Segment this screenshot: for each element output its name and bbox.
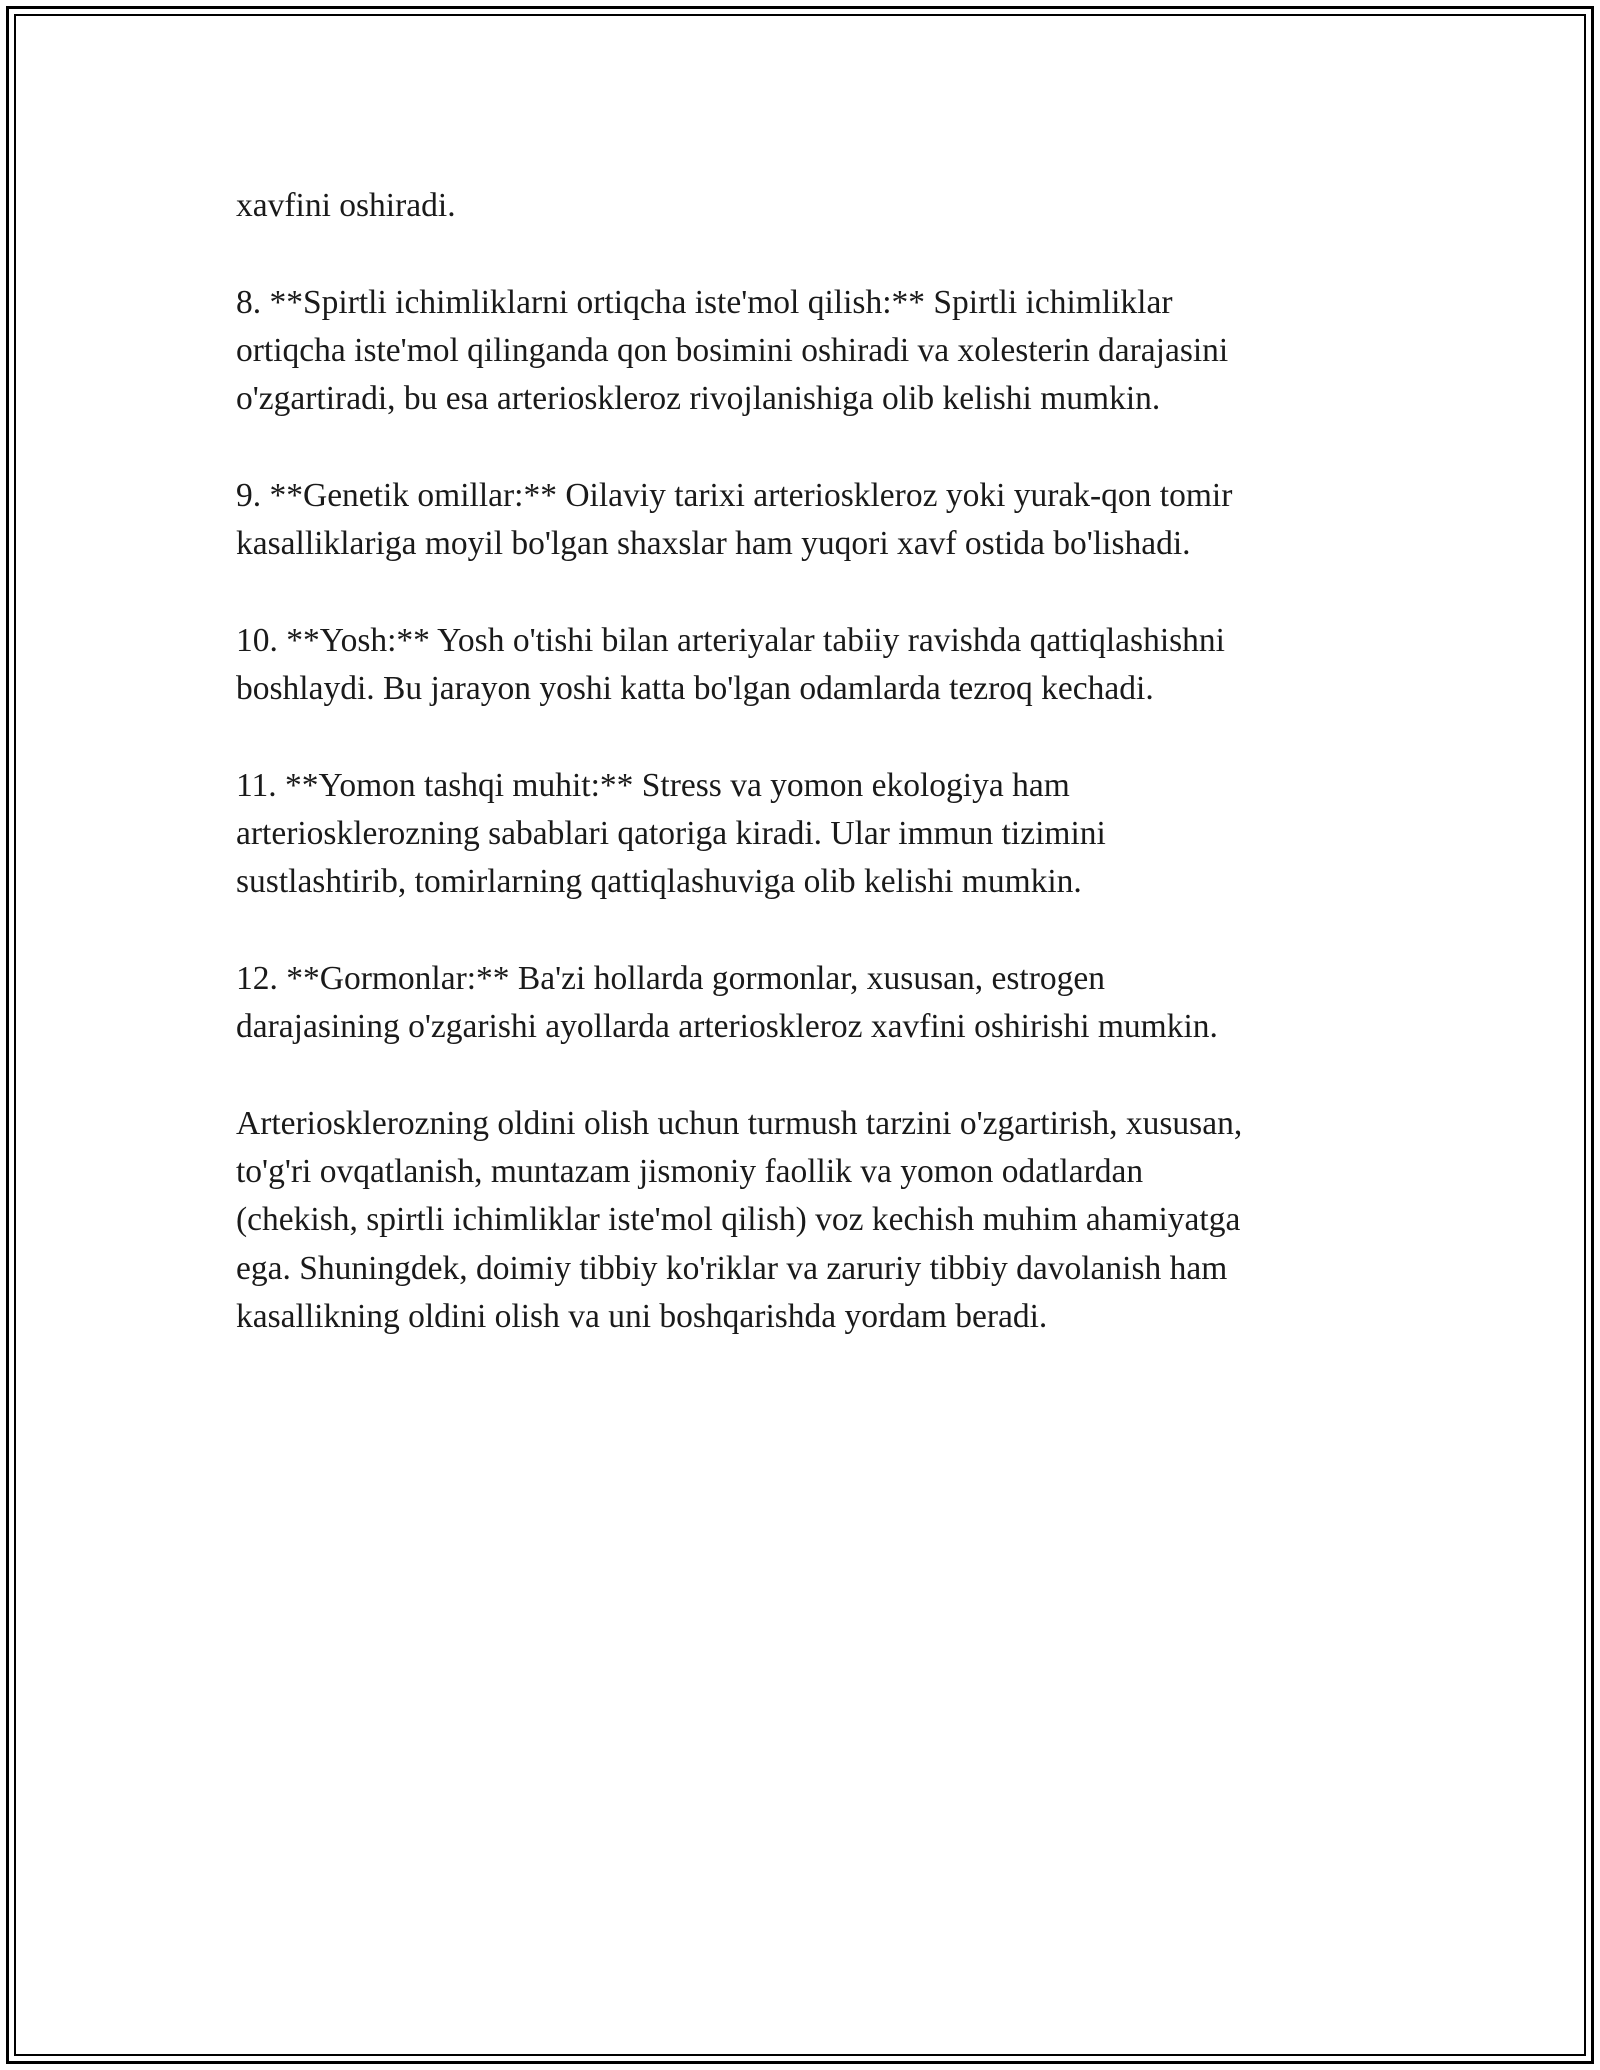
paragraph-item-11	[236, 762, 1366, 907]
text-line: boshlaydi. Bu jarayon yoshi katta bo'lgan odamlarda tezroq kechadi.	[236, 669, 1154, 707]
text-line: (chekish, spirtli ichimliklar iste'mol qilish) voz kechish muhim ahamiyatga	[236, 1201, 1241, 1239]
text-line: 8. **Spirtli ichimliklarni ortiqcha iste'mol qilish:** Spirtli ichimliklar	[236, 283, 1173, 321]
text-line: 10. **Yosh:** Yosh o'tishi bilan arteriyalar tabiiy ravishda qattiqlashishni	[236, 621, 1225, 659]
text-line: 9. **Genetik omillar:** Oilaviy tarixi arterioskleroz yoki yurak-qon tomir	[236, 476, 1233, 514]
text-line: o'zgartiradi, bu esa arterioskleroz rivojlanishiga olib kelishi mumkin.	[236, 380, 1161, 418]
paragraph-item-9	[236, 472, 1366, 569]
text-line: ortiqcha iste'mol qilinganda qon bosimini oshiradi va xolesterin darajasini	[236, 331, 1229, 369]
text-line: xavfini oshiradi.	[236, 187, 456, 224]
text-line: arteriosklerozning sabablari qatoriga kiradi. Ular immun tizimini	[236, 814, 1106, 852]
text-line: 11. **Yomon tashqi muhit:** Stress va yomon ekologiya ham	[236, 766, 1070, 804]
text-line: sustlashtirib, tomirlarning qattiqlashuviga olib kelishi mumkin.	[236, 863, 1082, 901]
document-body	[236, 182, 1366, 1389]
paragraph-conclusion	[236, 1100, 1366, 1341]
paragraph-item-12	[236, 955, 1366, 1052]
text-line: 12. **Gormonlar:** Ba'zi hollarda gormonlar, xususan, estrogen	[236, 959, 1105, 997]
text-line: ega. Shuningdek, doimiy tibbiy ko'riklar va zaruriy tibbiy davolanish ham	[236, 1249, 1228, 1287]
text-line: Arteriosklerozning oldini olish uchun turmush tarzini o'zgartirish, xususan,	[236, 1104, 1243, 1142]
text-line: darajasining o'zgarishi ayollarda arterioskleroz xavfini oshirishi mumkin.	[236, 1008, 1218, 1046]
text-line: kasalliklariga moyil bo'lgan shaxslar ham yuqori xavf ostida bo'lishadi.	[236, 525, 1191, 563]
paragraph-continuation	[236, 182, 1366, 230]
text-line: to'g'ri ovqatlanish, muntazam jismoniy faollik va yomon odatlardan	[236, 1152, 1144, 1190]
paragraph-item-10	[236, 617, 1366, 714]
text-line: kasallikning oldini olish va uni boshqarishda yordam beradi.	[236, 1297, 1048, 1335]
paragraph-item-8	[236, 279, 1366, 424]
